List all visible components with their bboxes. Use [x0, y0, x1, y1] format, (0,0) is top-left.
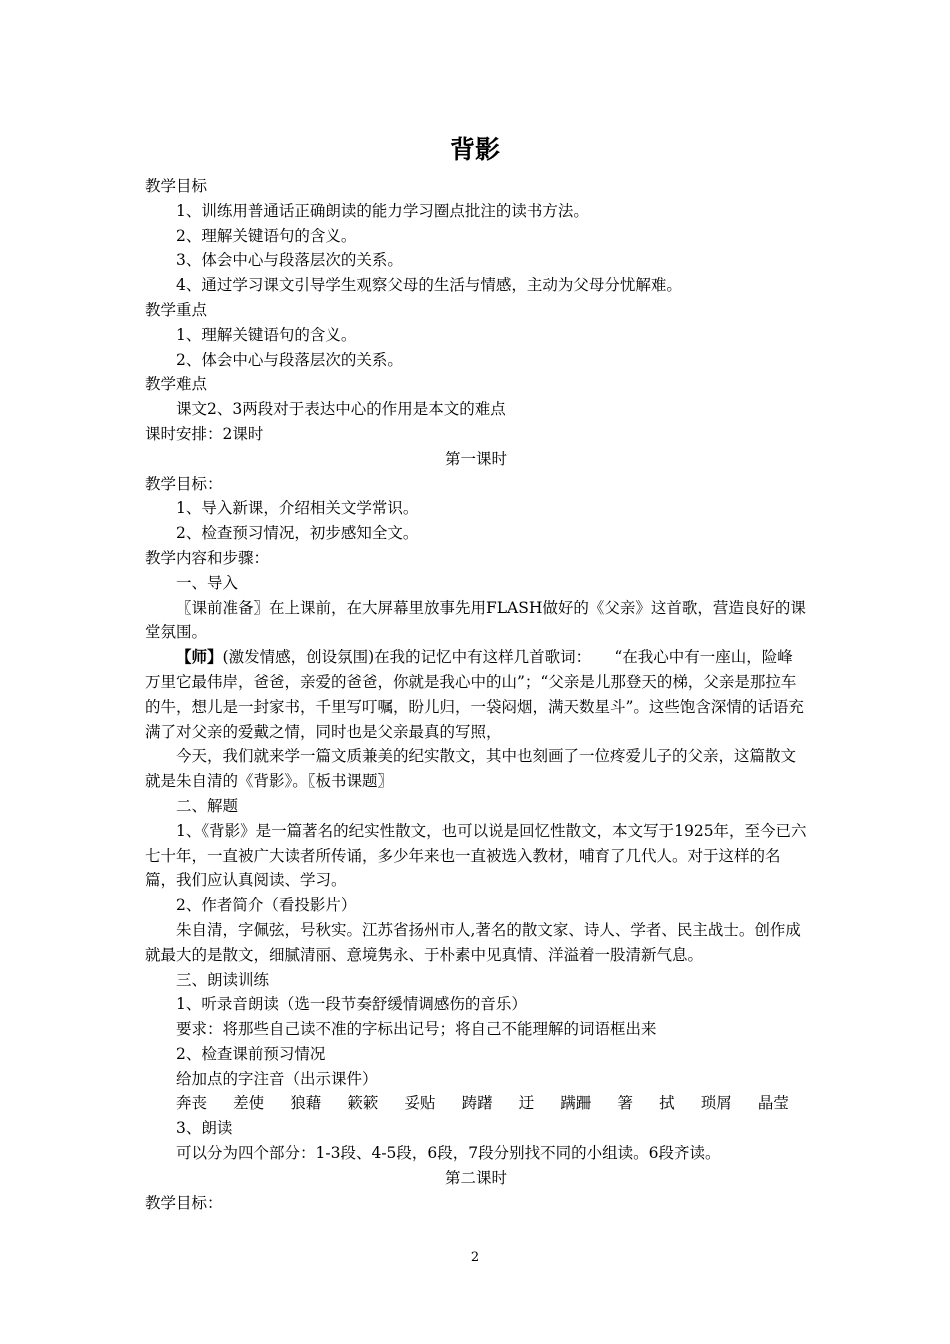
vocabulary-word: 琐屑 — [700, 1094, 732, 1113]
section-heading-goals: 教学目标 — [145, 177, 208, 195]
lesson1-goal-item: 1、导入新课，介绍相关文学常识。 — [176, 499, 419, 518]
vocabulary-word: 迂 — [518, 1094, 535, 1113]
vocabulary-word: 蹒跚 — [560, 1094, 592, 1113]
key-point-item: 1、理解关键语句的含义。 — [176, 325, 357, 344]
explain-paragraph-1: 1、《背影》是一篇著名的纪实性散文，也可以说是回忆性散文，本文写于1925年，至今已六七十年，一直被广大读者所传诵，多少年来也一直被选入教材，哺育了几代人。对于这样的名篇，我们应认真阅读、学习。 — [145, 821, 807, 890]
reading-paragraph-1: 1、听录音朗读（选一段节奏舒缓情调感伤的音乐） — [176, 995, 527, 1014]
reading-paragraph-4: 给加点的字注音（出示课件） — [176, 1069, 378, 1088]
vocabulary-word: 箸 — [617, 1094, 634, 1113]
document-body — [145, 174, 807, 1215]
lesson2-goals-heading: 教学目标： — [145, 1193, 223, 1212]
vocabulary-list — [145, 1091, 807, 1116]
vocabulary-word: 簌簌 — [347, 1094, 379, 1113]
reading-paragraph-6: 可以分为四个部分：1-3段、4-5段，6段，7段分别找不同的小组读。6段齐读。 — [176, 1144, 721, 1163]
intro-paragraph-2 — [145, 645, 807, 744]
reading-heading: 三、朗读训练 — [176, 970, 270, 989]
goal-item: 3、体会中心与段落层次的关系。 — [176, 251, 403, 270]
vocabulary-word: 差使 — [233, 1094, 265, 1113]
vocabulary-word: 狼藉 — [290, 1094, 322, 1113]
vocabulary-word: 奔丧 — [176, 1094, 208, 1113]
lesson2-heading: 第二课时 — [444, 1168, 507, 1187]
explain-paragraph-2: 2、作者简介（看投影片） — [176, 896, 357, 915]
key-point-item: 2、体会中心与段落层次的关系。 — [176, 350, 403, 369]
goal-item: 1、训练用普通话正确朗读的能力学习圈点批注的读书方法。 — [176, 201, 589, 220]
lesson1-steps-heading: 教学内容和步骤： — [145, 548, 270, 567]
section-heading-key-points: 教学重点 — [145, 300, 208, 319]
vocabulary-word: 晶莹 — [757, 1094, 789, 1113]
vocabulary-word: 踌躇 — [461, 1094, 493, 1113]
document-title: 背影 — [449, 135, 500, 164]
explain-paragraph-3: 朱自清，字佩弦，号秋实。江苏省扬州市人,著名的散文家、诗人、学者、民主战士。创作成就最大的是散文，细腻清丽、意境隽永、于朴素中见真情、洋溢着一股清新气息。 — [145, 920, 801, 964]
intro-paragraph-3: 今天，我们就来学一篇文质兼美的纪实散文，其中也刻画了一位疼爱儿子的父亲，这篇散文就是朱自清的《背影》。〖板书课题〗 — [145, 747, 797, 791]
teacher-label: 【师】 — [176, 647, 223, 667]
page-number: 2 — [470, 1250, 480, 1265]
vocabulary-word: 拭 — [659, 1094, 675, 1113]
lesson1-heading: 第一课时 — [444, 449, 507, 468]
lesson1-goals-heading: 教学目标： — [145, 474, 223, 493]
reading-paragraph-2: 要求：将那些自己读不准的字标出记号；将自己不能理解的词语框出来 — [176, 1020, 657, 1039]
reading-paragraph-3: 2、检查课前预习情况 — [176, 1044, 326, 1063]
reading-paragraph-5: 3、朗读 — [176, 1119, 233, 1138]
explain-heading: 二、解题 — [176, 796, 239, 815]
vocabulary-word: 妥贴 — [404, 1094, 436, 1113]
lesson1-goal-item: 2、检查预习情况，初步感知全文。 — [176, 524, 419, 543]
difficulty-text: 课文2、3两段对于表达中心的作用是本文的难点 — [176, 400, 506, 419]
goal-item: 4、通过学习课文引导学生观察父母的生活与情感，主动为父母分忧解难。 — [176, 276, 682, 295]
goal-item: 2、理解关键语句的含义。 — [176, 226, 357, 245]
intro-heading: 一、导入 — [176, 573, 239, 592]
section-heading-difficulties: 教学难点 — [145, 375, 208, 394]
intro-paragraph-2-text: (激发情感，创设氛围)在我的记忆中有这样几首歌词： “在我心中有一座山，险峰万里它最伟岸，爸爸，亲爱的爸爸，你就是我心中的山”；“父亲是儿那登天的梯，父亲是那拉车的牛，想儿是一封家书，千里写叮嘱，盼儿归，一袋闷烟，满天数星斗”。这些饱含深情的话语充满了对父亲的爱戴之情，同时也是父亲最真的写照， — [145, 648, 804, 741]
lesson-hours: 课时安排：2课时 — [145, 424, 264, 443]
intro-paragraph-1: 〖课前准备〗在上课前，在大屏幕里放事先用FLASH做好的《父亲》这首歌，营造良好的课堂氛围。 — [145, 598, 806, 642]
